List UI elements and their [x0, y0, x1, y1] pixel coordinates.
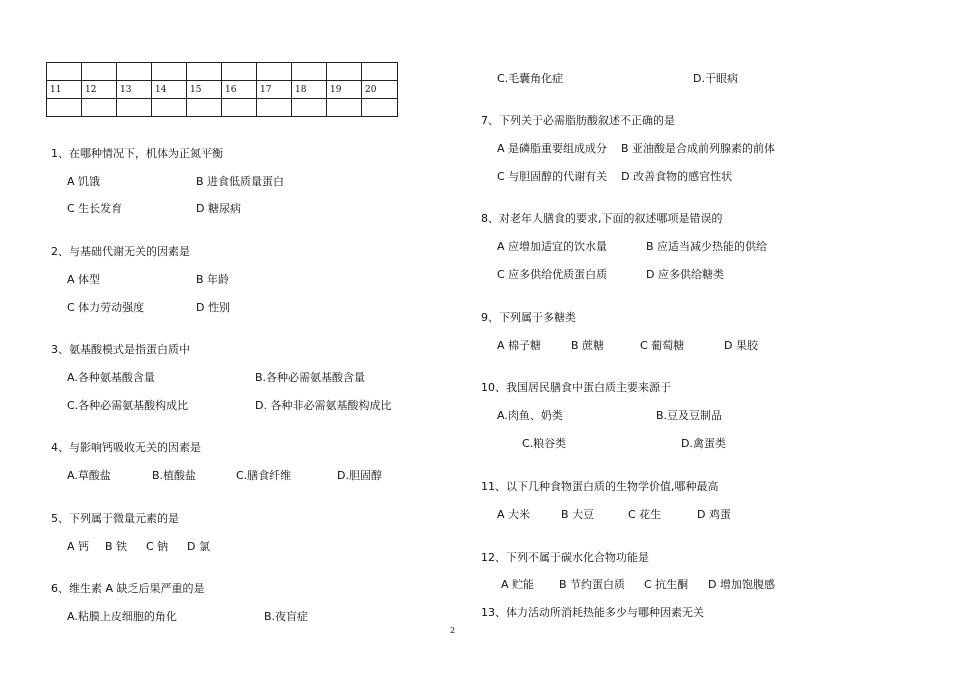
question-9-option-b: B 蔗糖	[571, 339, 605, 352]
question-3-option-c: C.各种必需氨基酸构成比	[67, 399, 189, 412]
answer-cell	[222, 63, 257, 81]
answer-cell	[362, 63, 398, 81]
answer-cell	[187, 63, 222, 81]
question-6-stem: 6、维生素 A 缺乏后果严重的是	[51, 582, 205, 595]
question-4-option-a: A.草酸盐	[67, 469, 111, 482]
answer-cell	[47, 99, 82, 117]
question-8-option-d: D 应多供给糖类	[646, 268, 724, 281]
question-1-stem: 1、在哪种情况下，机体为正氮平衡	[51, 147, 223, 160]
question-2-option-b: B 年龄	[196, 273, 230, 286]
answer-cell	[257, 63, 292, 81]
question-number-cell: 14	[152, 81, 187, 99]
question-2-stem: 2、与基础代谢无关的因素是	[51, 245, 190, 258]
question-5-option-d: D 氯	[187, 540, 210, 553]
question-2-option-c: C 体力劳动强度	[67, 301, 145, 314]
question-8-stem: 8、对老年人膳食的要求,下面的叙述哪项是错误的	[481, 212, 723, 225]
question-5-option-c: C 钠	[146, 540, 169, 553]
answer-table	[46, 62, 398, 117]
page-number: 2	[450, 626, 456, 635]
question-7-options-ab: A 是磷脂重要组成成分 B 亚油酸是合成前列腺素的前体	[497, 142, 776, 155]
question-10-option-a: A.肉鱼、奶类	[497, 409, 563, 422]
question-7-options-cd: C 与胆固醇的代谢有关 D 改善食物的感官性状	[497, 170, 733, 183]
question-1-option-a: A 饥饿	[67, 175, 101, 188]
question-number-cell: 17	[257, 81, 292, 99]
question-3-option-b: B.各种必需氨基酸含量	[255, 371, 366, 384]
question-11-option-c: C 花生	[628, 508, 662, 521]
question-number-cell: 20	[362, 81, 398, 99]
answer-cell	[117, 63, 152, 81]
question-8-option-c: C 应多供给优质蛋白质	[497, 268, 608, 281]
answer-cell	[222, 99, 257, 117]
question-3-stem: 3、氨基酸模式是指蛋白质中	[51, 343, 190, 356]
question-7-stem: 7、下列关于必需脂肪酸叙述不正确的是	[481, 114, 675, 127]
question-1-option-d: D 糖尿病	[196, 202, 241, 215]
question-number-cell: 12	[82, 81, 117, 99]
answer-cell	[187, 99, 222, 117]
question-12-option-c: C 抗生酮	[644, 578, 689, 591]
question-5-option-a: A 钙	[67, 540, 90, 553]
question-number-cell: 15	[187, 81, 222, 99]
question-4-option-c: C.膳食纤维	[236, 469, 292, 482]
question-4-stem: 4、与影响钙吸收无关的因素是	[51, 441, 201, 454]
question-6-option-b: B.夜盲症	[264, 610, 309, 623]
answer-cell	[82, 99, 117, 117]
question-8-option-b: B 应适当减少热能的供给	[646, 240, 768, 253]
question-9-option-c: C 葡萄糖	[640, 339, 685, 352]
question-3-option-a: A.各种氨基酸含量	[67, 371, 155, 384]
question-11-option-d: D 鸡蛋	[697, 508, 731, 521]
answer-cell	[292, 63, 327, 81]
question-number-cell: 16	[222, 81, 257, 99]
answer-row-numbers	[47, 81, 398, 99]
question-1-option-c: C 生长发育	[67, 202, 123, 215]
question-1-option-b: B 进食低质量蛋白	[196, 175, 285, 188]
question-13-stem: 13、体力活动所消耗热能多少与哪种因素无关	[481, 606, 704, 619]
answer-cell	[362, 99, 398, 117]
question-4-option-d: D.胆固醇	[337, 469, 382, 482]
answer-cell	[292, 99, 327, 117]
answer-cell	[152, 99, 187, 117]
question-12-option-b: B 节约蛋白质	[559, 578, 626, 591]
answer-row-blank-bottom	[47, 99, 398, 117]
answer-cell	[152, 63, 187, 81]
question-10-option-c: C.粮谷类	[522, 437, 567, 450]
question-3-option-d: D. 各种非必需氨基酸构成比	[255, 399, 392, 412]
question-6-option-a: A.粘膜上皮细胞的角化	[67, 610, 177, 623]
question-number-cell: 19	[327, 81, 362, 99]
question-2-option-d: D 性别	[196, 301, 230, 314]
question-12-option-d: D 增加饱腹感	[708, 578, 775, 591]
answer-cell	[82, 63, 117, 81]
answer-cell	[327, 63, 362, 81]
question-number-cell: 11	[47, 81, 82, 99]
question-6-option-d: D.干眼病	[693, 72, 738, 85]
answer-cell	[47, 63, 82, 81]
question-9-option-a: A 棉子糖	[497, 339, 542, 352]
question-2-option-a: A 体型	[67, 273, 101, 286]
question-11-option-a: A 大米	[497, 508, 531, 521]
question-4-option-b: B.植酸盐	[152, 469, 197, 482]
question-6-option-c: C.毛囊角化症	[497, 72, 564, 85]
question-10-stem: 10、我国居民膳食中蛋白质主要来源于	[481, 381, 671, 394]
question-11-stem: 11、以下几种食物蛋白质的生物学价值,哪种最高	[481, 480, 719, 493]
answer-cell	[117, 99, 152, 117]
question-10-option-b: B.豆及豆制品	[656, 409, 723, 422]
question-number-cell: 18	[292, 81, 327, 99]
question-11-option-b: B 大豆	[561, 508, 595, 521]
question-9-option-d: D 果胶	[724, 339, 758, 352]
question-5-option-b: B 铁	[105, 540, 128, 553]
answer-cell	[327, 99, 362, 117]
question-5-stem: 5、下列属于微量元素的是	[51, 512, 179, 525]
question-number-cell: 13	[117, 81, 152, 99]
question-10-option-d: D.禽蛋类	[681, 437, 726, 450]
question-12-option-a: A 贮能	[501, 578, 535, 591]
question-9-stem: 9、下列属于多糖类	[481, 311, 576, 324]
question-8-option-a: A 应增加适宜的饮水量	[497, 240, 608, 253]
answer-cell	[257, 99, 292, 117]
question-12-stem: 12、下列不属于碳水化合物功能是	[481, 551, 649, 564]
answer-row-blank-top	[47, 63, 398, 81]
